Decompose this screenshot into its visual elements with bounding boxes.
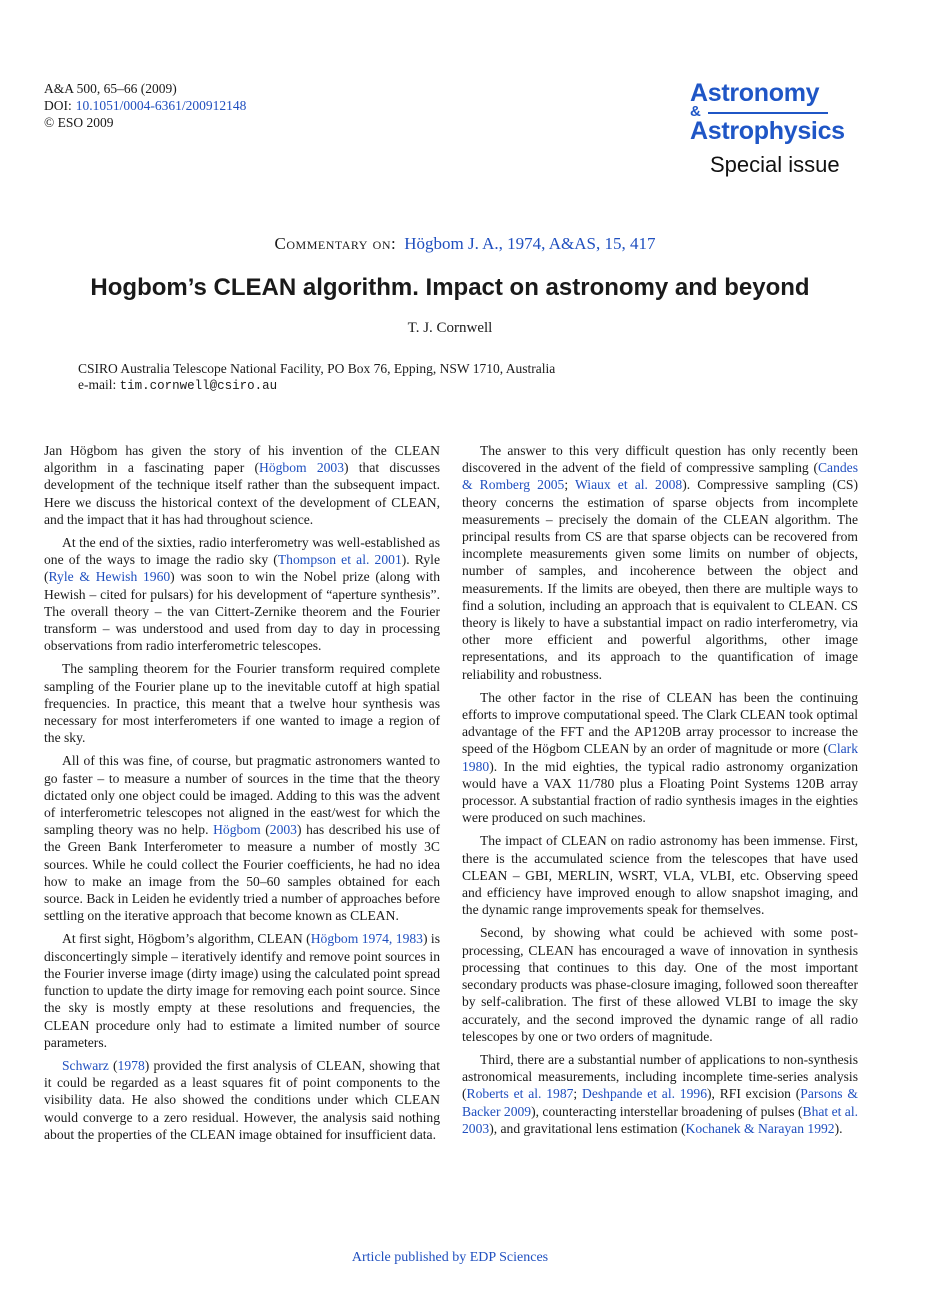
logo-astrophysics: Astrophysics [690, 117, 845, 145]
special-issue-label: Special issue [710, 152, 840, 177]
commentary-reference-link[interactable]: Högbom J. A., 1974, A&AS, 15, 417 [404, 234, 656, 253]
citation-link[interactable]: Schwarz [62, 1057, 109, 1073]
affiliation [78, 361, 555, 394]
doi-line [44, 97, 246, 114]
citation-link[interactable]: Roberts et al. 1987 [466, 1086, 574, 1102]
paragraph: Second, by showing what could be achieved with some post-processing, CLEAN has encouraged a wave of innovation in synthesis processing that continues to this day. One of the most important secondary products was phase-closure imaging, followed soon thereafter by self-calibration. The first of these allowed VLBI to image the sky accurately, and the second improved the dynamic range of all radio telescopes by one or two orders of magnitude. [462, 925, 858, 1044]
paragraph: The answer to this very difficult question has only recently been discovered in the advent of the field of compressive sampling (Candes & Romberg 2005; Wiaux et al. 2008). Compressive sampling (CS) theory concerns the estimation of sparse objects from incomplete measurements – precisely the domain of the CLEAN algorithm. The principal results from CS are that sparse objects can be recovered from incomplete measurements given some limits on number of objects, number of samples, and incoherence between the object and measurements. If the limits are obeyed, then there are multiple ways to find a solution, including an approach that is equivalent to CLEAN. CS theory is likely to have a substantial impact on radio interferometry, via other more efficient and powerful algorithms, other image representations, and its approach to the quantification of image reliability and robustness. [462, 443, 859, 682]
right-column [462, 442, 858, 1143]
citation-link[interactable]: Parsons & Backer 2009 [462, 1086, 858, 1119]
citation-link[interactable]: Clark 1980 [462, 741, 858, 774]
paper-title: Hogbom’s CLEAN algorithm. Impact on astronomy and beyond [90, 274, 810, 301]
affiliation-address: CSIRO Australia Telescope National Facility, PO Box 76, Epping, NSW 1710, Australia [78, 361, 556, 376]
citation-link[interactable]: Kochanek & Narayan 1992 [685, 1120, 835, 1136]
paragraph: Third, there are a substantial number of applications to non-synthesis astronomical measurements, including incomplete time-series analysis (Roberts et al. 1987; Deshpande et al. 1996), RFI excision (Parsons & Backer 2009), counteracting interstellar broadening of pulses (Bhat et al. 2003), and gravitational lens estimation (Kochanek & Narayan 1992). [462, 1051, 859, 1136]
journal-logo [690, 80, 890, 178]
citation-link[interactable]: Thompson et al. 2001 [277, 552, 402, 568]
paragraph: Schwarz (1978) provided the first analysis of CLEAN, showing that it could be regarded as a least squares fit of point components to the visibility data. He also showed the conditions under which CLEAN would converge to a zero residual. However, the analysis said nothing about the properties of the CLEAN image obtained for insufficient data. [44, 1057, 440, 1142]
author: T. J. Cornwell [407, 320, 493, 336]
citation-link[interactable]: Deshpande et al. 1996 [582, 1086, 707, 1102]
citation-link[interactable]: Wiaux et al. 2008 [575, 477, 683, 493]
logo-astronomy: Astronomy [690, 79, 820, 107]
citation-link[interactable]: Högbom 1974, 1983 [310, 931, 423, 947]
paragraph: At first sight, Högbom’s algorithm, CLEAN (Högbom 1974, 1983) is disconcertingly simple – iteratively identify and remove point sources in the Fourier inverse image (dirty image) using the calculated point spread function to update the dirty image for removing each point source. Since the sky is mostly empty at these resolutions and frequencies, the CLEAN procedure only had to estimate a limited number of source parameters. [44, 931, 441, 1050]
journal-header [44, 80, 246, 131]
journal-reference: A&A 500, 65–66 (2009) [44, 81, 177, 96]
copyright: © ESO 2009 [44, 115, 114, 130]
email-line [78, 377, 555, 394]
citation-link[interactable]: Högbom [213, 822, 261, 838]
doi-label: DOI: [44, 98, 72, 113]
citation-link[interactable]: Ryle & Hewish 1960 [48, 569, 171, 585]
citation-link[interactable]: Bhat et al. 2003 [462, 1103, 859, 1136]
paragraph: All of this was fine, of course, but pragmatic astronomers wanted to go faster – to measure a number of sources in the time that the theory dictated only one object could be imaged. Adding to this was the advent of interferometric telescopes not aligned in the east/west for which the sampling theory was no help. Högbom (2003) has described his use of the Green Bank Interferometer to measure a number of mostly 3C sources. While he could collect the Fourier coefficients, he had no idea how to make an image from the 50–60 samples obtained for each source. Back in Leiden he evidently tried a number of approaches before settling on the iterative approach that become known as CLEAN. [44, 753, 440, 924]
left-column [44, 442, 440, 1149]
citation-link[interactable]: Högbom 2003 [259, 460, 345, 476]
commentary-line [0, 234, 930, 254]
citation-link[interactable]: Candes & Romberg 2005 [462, 460, 858, 493]
commentary-label: Commentary on: [274, 234, 397, 253]
citation-link[interactable]: 2003 [269, 822, 297, 838]
email-address[interactable]: tim.cornwell@csiro.au [119, 379, 278, 393]
paragraph: At the end of the sixties, radio interferometry was well-established as one of the ways to image the radio sky (Thompson et al. 2001). Ryle (Ryle & Hewish 1960) was soon to win the Nobel prize (along with Hewish – cited for pulsars) for his development of “aperture synthesis”. The overall theory – the van Cittert-Zernike theorem and the Fourier transform – was understood and used from day to day in processing observations from radio interferometric telescopes. [44, 535, 440, 654]
paragraph: The sampling theorem for the Fourier transform required complete sampling of the Fourier plane up to the inevitable cutoff at high spatial frequencies. In practice, this meant that a twelve hour synthesis was necessary for most interferometers if one wanted to image a region of the sky. [44, 661, 440, 746]
email-label: e-mail: [78, 377, 117, 392]
paragraph: The impact of CLEAN on radio astronomy has been immense. First, there is the accumulated science from the telescopes that have used CLEAN – GBI, MERLIN, WSRT, VLA, VLBI, etc. Observing speed and efficiency have improved enough to allow snapshot imaging, and the dynamic range improvements speak for themselves. [462, 833, 858, 918]
paragraph: The other factor in the rise of CLEAN has been the continuing efforts to improve computational speed. The Clark CLEAN took optimal advantage of the FFT and the AP120B array processor to increase the speed of the Högbom CLEAN by an order of magnitude or more (Clark 1980). In the mid eighties, the typical radio astronomy organization would have a VAX 11/780 plus a Floating Point Systems 120B array processor. A substantial fraction of radio synthesis images in the eighties were produced on such machines. [462, 689, 858, 826]
citation-link[interactable]: 1978 [117, 1057, 145, 1073]
publisher-footer[interactable]: Article published by EDP Sciences [351, 1250, 549, 1265]
doi-link[interactable]: 10.1051/0004-6361/200912148 [75, 98, 247, 113]
paragraph: Jan Högbom has given the story of his invention of the CLEAN algorithm in a fascinating paper (Högbom 2003) that discusses development of the technique itself rather than the subsequent impact. Here we discuss the historical context of the development of CLEAN, and the impact that it has had throughout science. [44, 443, 440, 527]
logo-ampersand: & [690, 103, 701, 120]
